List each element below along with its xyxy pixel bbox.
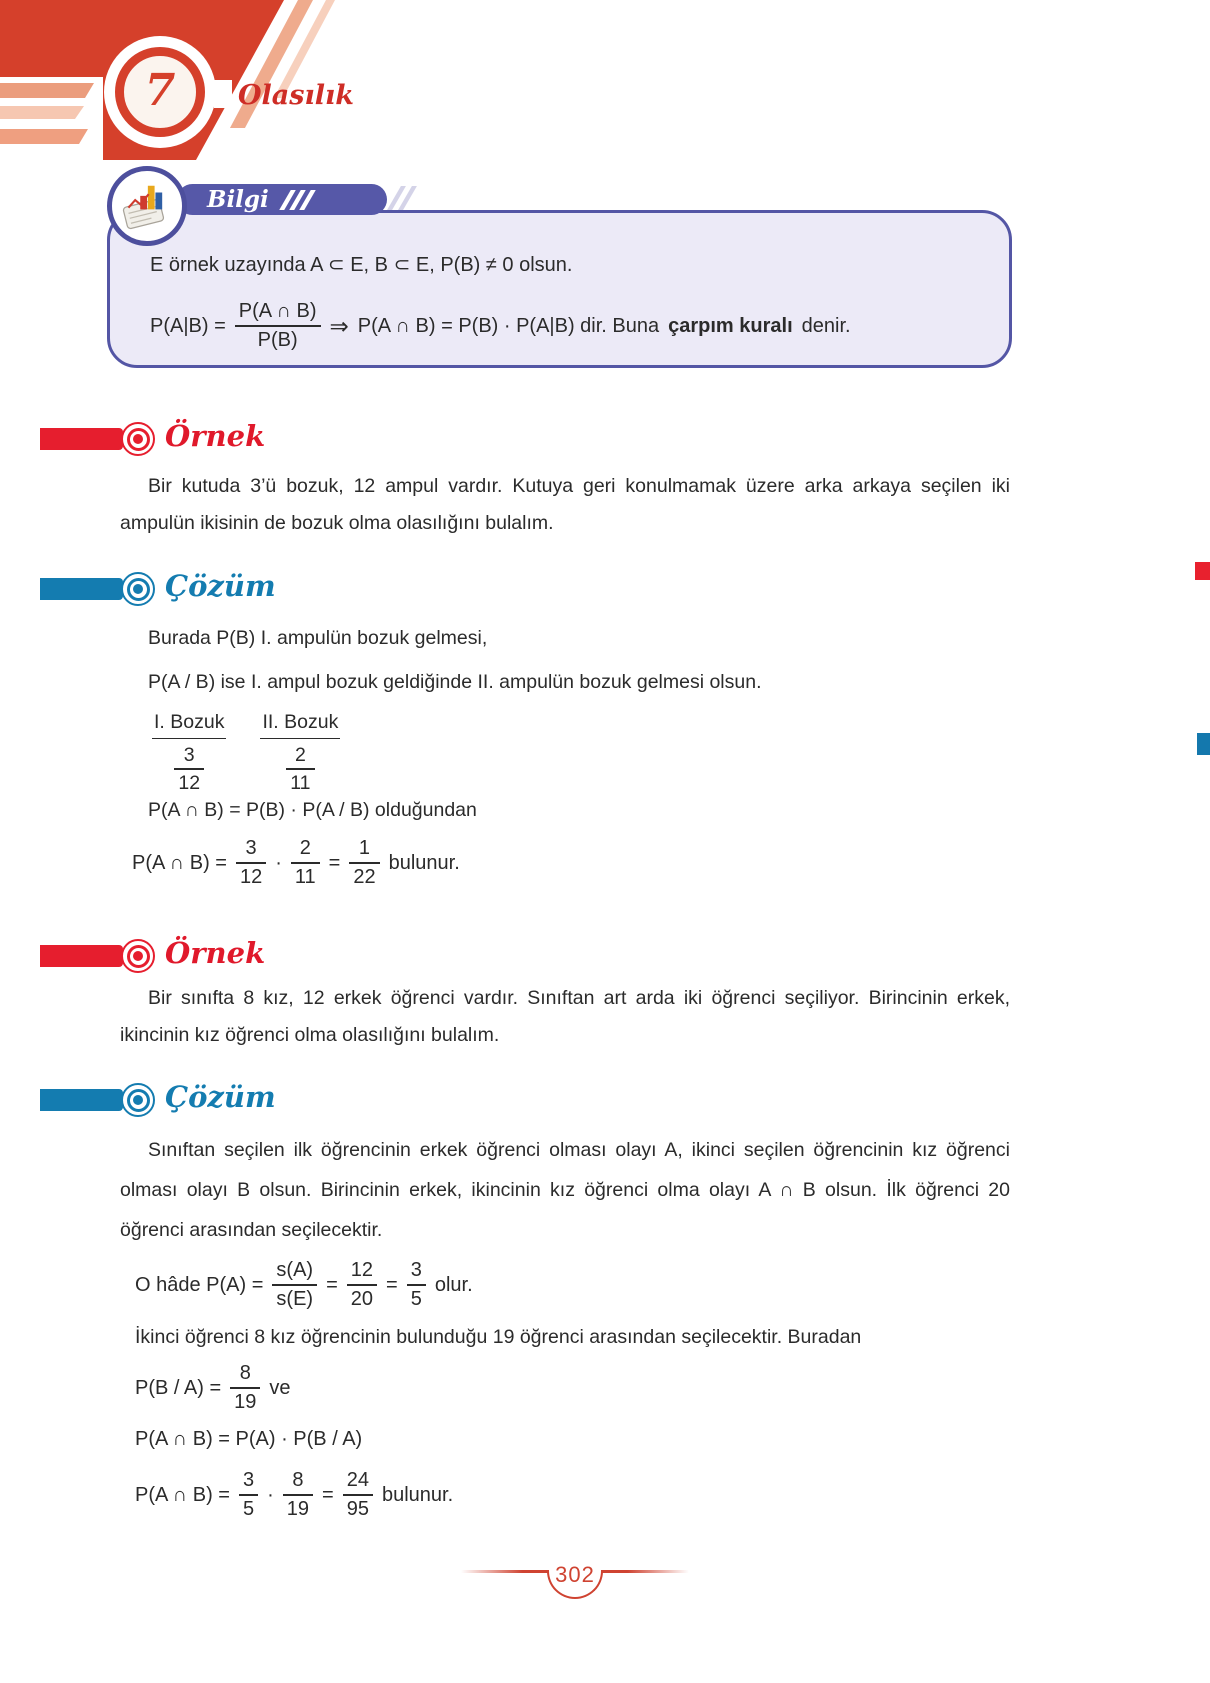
solution-1-line-3: P(A ∩ B) = P(B) · P(A / B) olduğundan [148, 799, 477, 821]
chapter-number: 7 [144, 64, 176, 116]
banner-horizontal-stripe [0, 106, 84, 119]
bilgi-label: Bilgi [207, 186, 269, 213]
fraction: $\frac{3}{12}$ [236, 837, 266, 889]
solution-2-bar [40, 1089, 123, 1111]
margin-marker-blue [1197, 733, 1210, 755]
solution-2-line-3: P(A ∩ B) = P(A) · P(B / A) [135, 1428, 363, 1450]
fraction: $\frac{8}{19}$ [230, 1362, 260, 1414]
equals-sign: = [322, 1483, 334, 1506]
bullseye-icon [121, 1083, 155, 1117]
solution-1-line-2: P(A / B) ise I. ampul bozuk geldiğinde II. ampulün bozuk gelmesi olsun. [148, 671, 762, 693]
equals-sign: = [326, 1273, 338, 1296]
bullseye-icon [121, 572, 155, 606]
banner-horizontal-stripe [0, 83, 94, 98]
solution-2-line-2: İkinci öğrenci 8 kız öğrencinin bulunduğu 19 öğrenci arasından seçilecektir. Buradan [135, 1326, 862, 1348]
bilgi-badge [107, 166, 187, 246]
fraction: $\frac{24}{95}$ [343, 1469, 373, 1521]
eq-tail: bulunur. [381, 1483, 454, 1506]
fraction: $\frac{3}{5}$ [239, 1469, 258, 1521]
fraction: $\frac{1}{22}$ [349, 837, 379, 889]
example-1-header [40, 421, 265, 457]
solution-1-equation [132, 832, 460, 894]
bilgi-chart-newspaper-icon [120, 179, 174, 233]
multiply-dot: · [267, 1483, 274, 1506]
first-bulb-column [152, 711, 226, 795]
bilgi-pill-tail-stripes [394, 186, 410, 210]
eq-tail: ve [269, 1376, 291, 1399]
multiply-dot: · [275, 851, 282, 874]
second-bulb-column [260, 711, 340, 795]
fraction: $\frac{s(A)}{s(E)}$ [272, 1259, 317, 1311]
bilgi-formula [150, 293, 851, 359]
fraction: $\frac{P(A \cap B)}{P(B)}$ [235, 300, 321, 352]
solution-1-header [40, 571, 276, 607]
page-footer [455, 1562, 755, 1610]
eq-lhs: P(B / A) = [135, 1376, 222, 1399]
eq-tail: bulunur. [388, 851, 460, 874]
fraction: $\frac{3}{5}$ [407, 1259, 426, 1311]
banner-horizontal-stripe [0, 129, 88, 144]
chapter-number-badge [104, 36, 216, 148]
implies-arrow: ⇒ [329, 312, 349, 339]
solution-1-line-1: Burada P(B) I. ampulün bozuk gelmesi, [148, 627, 488, 649]
column-header: II. Bozuk [260, 711, 340, 739]
bilgi-header-pill [177, 184, 387, 215]
formula-tail: denir. [801, 314, 851, 337]
example-1-label: Örnek [165, 419, 266, 453]
bilgi-pill-stripes [285, 190, 310, 210]
fraction: $\frac{2}{11}$ [291, 837, 320, 889]
chapter-number-ring [115, 47, 205, 137]
fraction: $\frac{3}{12}$ [174, 744, 204, 795]
example-2-bar [40, 945, 123, 967]
example-2-label: Örnek [165, 936, 266, 970]
solution-1-bar [40, 578, 123, 600]
chapter-banner [0, 0, 1210, 175]
formula-lhs: P(A|B) = [150, 314, 226, 337]
fraction: $\frac{2}{11}$ [286, 744, 314, 795]
fraction: $\frac{8}{19}$ [283, 1469, 313, 1521]
example-1-bar [40, 428, 123, 450]
solution-2-equation-1 [135, 1254, 473, 1316]
example-1-text: Bir kutuda 3’ü bozuk, 12 ampul vardır. Kutuya geri konulmamak üzere arka arkaya seçilen iki ampulün ikisinin de bozuk olma olasılığını bulalım. [120, 475, 1010, 534]
example-2-text: Bir sınıfta 8 kız, 12 erkek öğrenci vardır. Sınıftan art arda iki öğrenci seçiliyor. Birincinin erkek, ikincinin kız öğrenci olma olasılığını bulalım. [120, 987, 1010, 1046]
solution-2-equation-2 [135, 1357, 291, 1419]
solution-2-equation-3 [135, 1464, 453, 1526]
formula-mid: P(A ∩ B) = P(B) · P(A|B) dir. Buna [357, 314, 660, 337]
bozuk-columns [152, 711, 340, 795]
equals-sign: = [328, 851, 341, 874]
fraction: $\frac{12}{20}$ [347, 1259, 377, 1311]
example-2-header [40, 938, 265, 974]
solution-1-label: Çözüm [165, 569, 276, 603]
column-header: I. Bozuk [152, 711, 226, 739]
footer-line-right [601, 1570, 689, 1573]
eq-tail: olur. [434, 1273, 473, 1296]
margin-marker-red [1195, 562, 1210, 580]
eq-lhs: P(A ∩ B) = [132, 851, 227, 874]
bullseye-icon [121, 939, 155, 973]
banner-notch [214, 80, 232, 108]
carpim-kurali-term: çarpım kuralı [668, 314, 793, 337]
page-number: 302 [555, 1562, 595, 1587]
bilgi-text-line: E örnek uzayında A ⊂ E, B ⊂ E, P(B) ≠ 0 olsun. [150, 254, 573, 276]
bullseye-icon [121, 422, 155, 456]
chapter-title: Olasılık [238, 80, 354, 111]
eq-lhs: O hâde P(A) = [135, 1273, 264, 1296]
solution-2-paragraph: Sınıftan seçilen ilk öğrencinin erkek öğrenci olması olayı A, ikinci seçilen öğrencinin kız öğrenci olması olayı B olsun. Birincinin erkek, ikincinin kız öğrenci olma olayı A ∩ B olsun. İlk öğrenci 20 öğrenci arasından seçilecektir. [120, 1139, 1010, 1241]
solution-2-label: Çözüm [165, 1080, 276, 1114]
solution-2-header [40, 1082, 276, 1118]
footer-line-left [461, 1570, 549, 1573]
eq-lhs: P(A ∩ B) = [135, 1483, 230, 1506]
equals-sign: = [386, 1273, 398, 1296]
